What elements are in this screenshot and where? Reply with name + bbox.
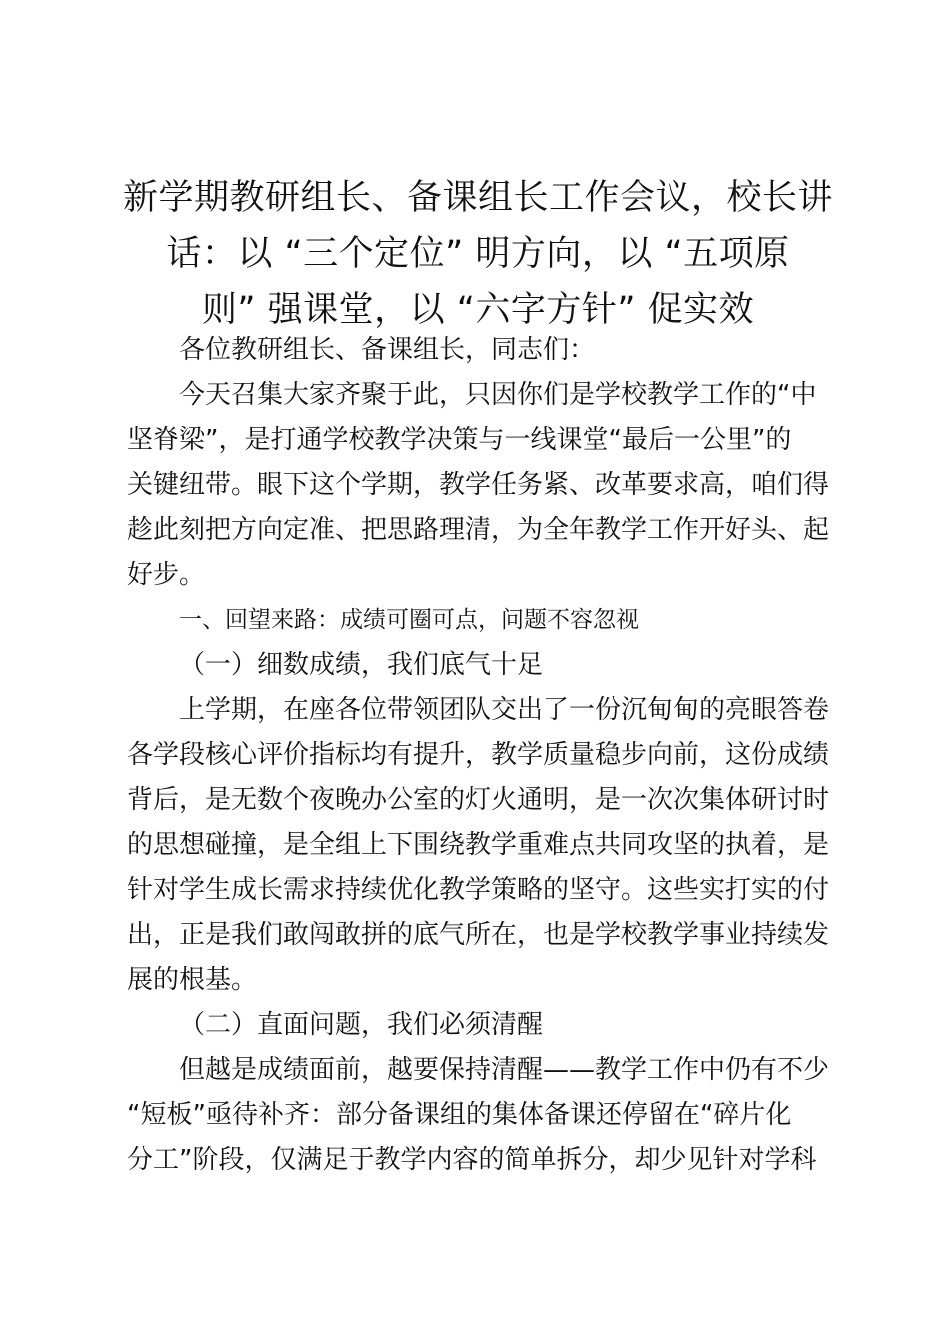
paragraph-line: 背后，是无数个夜晚办公室的灯火通明，是一次次集体研讨时: [127, 785, 830, 815]
paragraph-line: 上学期，在座各位带领团队交出了一份沉甸甸的亮眼答卷: [179, 695, 830, 725]
document-title: [120, 170, 836, 338]
paragraph-line: 的思想碰撞，是全组上下围绕教学重难点共同攻坚的执着，是: [127, 830, 830, 860]
paragraph-line: 关键纽带。眼下这个学期，教学任务紧、改革要求高，咱们得: [127, 470, 830, 500]
paragraph-line: “短板”亟待补齐：部分备课组的集体备课还停留在“碎片化: [127, 1100, 792, 1130]
document-body: [127, 328, 835, 1183]
paragraph-line: 坚脊梁”，是打通学校教学决策与一线课堂“最后一公里”的: [127, 425, 792, 455]
paragraph-line: 展的根基。: [127, 965, 258, 995]
title-line: 则” 强课堂，以 “六字方针” 促实效: [201, 290, 755, 330]
title-line: 新学期教研组长、备课组长工作会议，校长讲: [122, 178, 833, 218]
paragraph-line: 针对学生成长需求持续优化教学策略的坚守。这些实打实的付: [127, 875, 830, 905]
subsection-heading: （二）直面问题，我们必须清醒: [179, 1010, 544, 1040]
paragraph-line: 趁此刻把方向定准、把思路理清，为全年教学工作开好头、起: [127, 515, 830, 545]
achievements-paragraph: [127, 688, 835, 1003]
problems-paragraph: [127, 1048, 835, 1183]
paragraph-line: 但越是成绩面前，越要保持清醒——教学工作中仍有不少: [179, 1055, 830, 1085]
salutation: 各位教研组长、备课组长，同志们：: [179, 335, 596, 365]
paragraph-line: 好步。: [127, 560, 206, 590]
subsection-heading: （一）细数成绩，我们底气十足: [179, 650, 544, 680]
title-line: 话：以 “三个定位” 明方向，以 “五项原: [166, 234, 790, 274]
intro-paragraph: [127, 373, 835, 598]
paragraph-line: 分工”阶段，仅满足于教学内容的简单拆分，却少见针对学科: [127, 1145, 817, 1175]
paragraph-line: 今天召集大家齐聚于此，只因你们是学校教学工作的“中: [179, 380, 817, 410]
paragraph-line: 出，正是我们敢闯敢拼的底气所在，也是学校教学事业持续发: [127, 920, 830, 950]
paragraph-line: 各学段核心评价指标均有提升，教学质量稳步向前，这份成绩: [127, 740, 830, 770]
section-heading: 一、回望来路：成绩可圈可点，问题不容忽视: [179, 607, 639, 633]
